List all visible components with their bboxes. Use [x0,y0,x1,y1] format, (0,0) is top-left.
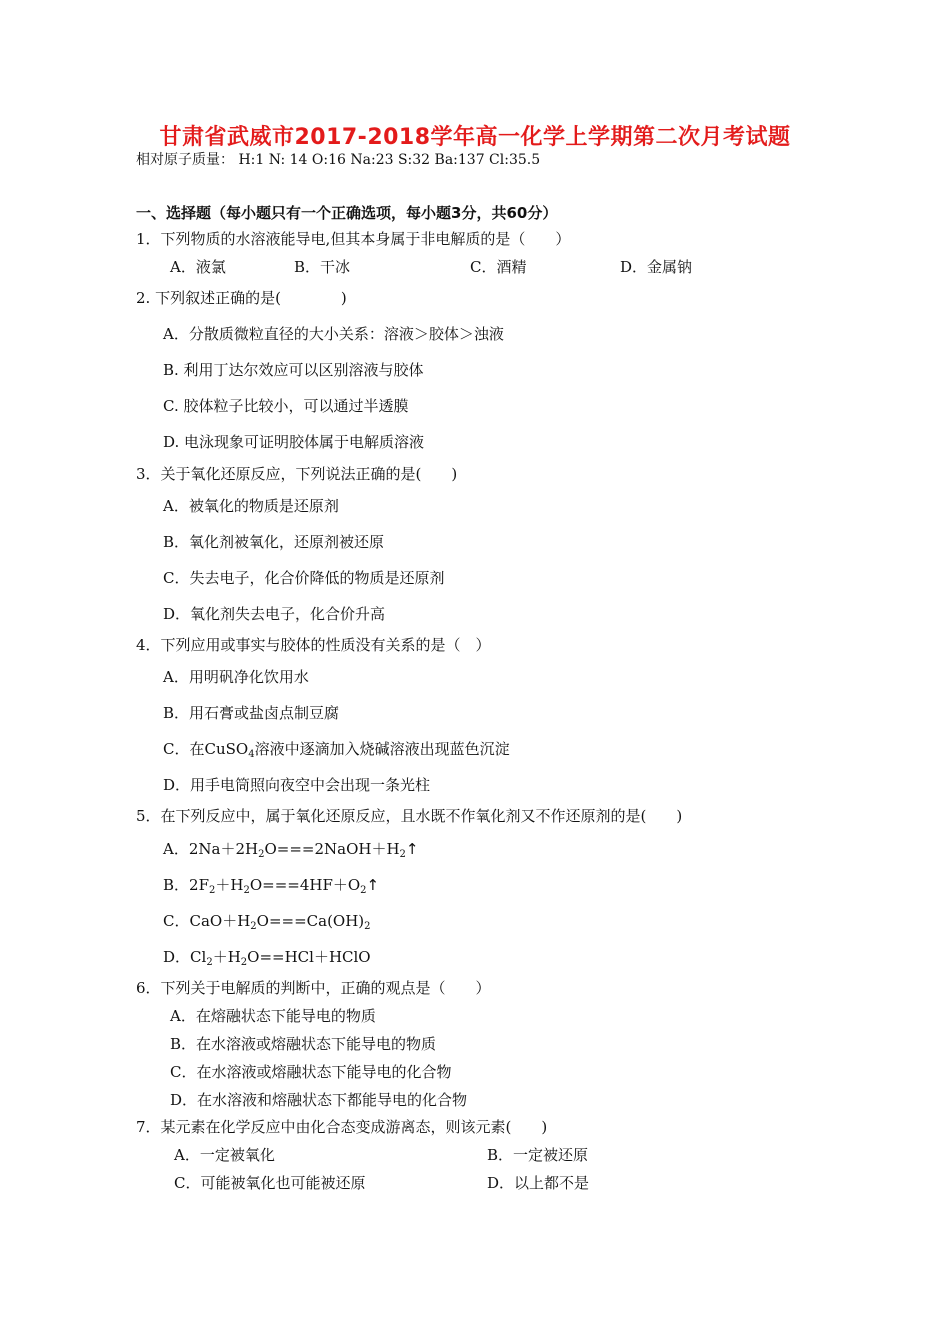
question-6-stem: 6．下列关于电解质的判断中，正确的观点是（ ） [136,979,491,997]
question-5-stem: 5．在下列反应中，属于氧化还原反应，且水既不作氧化剂又不作还原剂的是( ) [136,807,683,825]
question-3-option-b: B．氧化剂被氧化，还原剂被还原 [163,533,385,551]
question-1-option-c: C．酒精 [470,258,527,276]
section-heading: 一、选择题（每小题只有一个正确选项，每小题3分，共60分） [136,204,558,222]
question-5-option-a: A．$2Na+2H_2O===2NaOH+H_2↑$ [163,840,419,860]
question-2-option-b: B. 利用丁达尔效应可以区别溶液与胶体 [163,361,424,379]
question-6-option-d: D．在水溶液和熔融状态下都能导电的化合物 [170,1091,468,1109]
exam-title: 甘肃省武威市2017-2018学年高一化学上学期第二次月考试题 [159,125,791,150]
question-5-option-b: B．$2F_2+H_2O===4HF+O_2↑$ [163,876,380,896]
question-7-option-c: C．可能被氧化也可能被还原 [174,1174,366,1192]
question-2-option-c: C. 胶体粒子比较小，可以通过半透膜 [163,397,409,415]
question-3-option-a: A．被氧化的物质是还原剂 [163,497,339,515]
question-5-option-d: D．$Cl_2+H_2O==HCl+HClO$ [163,948,371,968]
question-2-option-a: A．分散质微粒直径的大小关系：溶液＞胶体＞浊液 [163,325,504,343]
question-6-option-a: A．在熔融状态下能导电的物质 [170,1007,376,1025]
question-3-option-d: D．氧化剂失去电子，化合价升高 [163,605,386,623]
question-1-option-b: B．干冰 [294,258,351,276]
question-4-option-c: C．在CuSO$_4$溶液中逐滴加入烧碱溶液出现蓝色沉淀 [163,740,510,760]
question-7-option-d: D．以上都不是 [487,1174,590,1192]
question-1-stem: 1．下列物质的水溶液能导电,但其本身属于非电解质的是（ ） [136,230,571,248]
question-7-option-b: B．一定被还原 [487,1146,589,1164]
question-6-option-b: B．在水溶液或熔融状态下能导电的物质 [170,1035,437,1053]
question-4-option-a: A．用明矾净化饮用水 [163,668,309,686]
question-1-option-d: D．金属钠 [620,258,693,276]
question-7-option-a: A．一定被氧化 [174,1146,275,1164]
question-7-stem: 7．某元素在化学反应中由化合态变成游离态，则该元素( ) [136,1118,548,1136]
question-3-option-c: C．失去电子，化合价降低的物质是还原剂 [163,569,445,587]
question-6-option-c: C．在水溶液或熔融状态下能导电的化合物 [170,1063,452,1081]
question-4-option-b: B．用石膏或盐卤点制豆腐 [163,704,340,722]
question-2-stem: 2. 下列叙述正确的是( ) [136,289,347,307]
atomic-masses: 相对原子质量： H:1 N: 14 O:16 Na:23 S:32 Ba:137 Cl:35.5 [136,152,541,168]
question-5-option-c: C．$CaO+H_2O===Ca(OH)_2$ [163,912,371,932]
question-4-option-d: D．用手电筒照向夜空中会出现一条光柱 [163,776,431,794]
question-2-option-d: D. 电泳现象可证明胶体属于电解质溶液 [163,433,425,451]
question-3-stem: 3．关于氧化还原反应，下列说法正确的是( ) [136,465,458,483]
question-1-option-a: A．液氯 [170,258,226,276]
question-4-stem: 4．下列应用或事实与胶体的性质没有关系的是（ ） [136,636,491,654]
